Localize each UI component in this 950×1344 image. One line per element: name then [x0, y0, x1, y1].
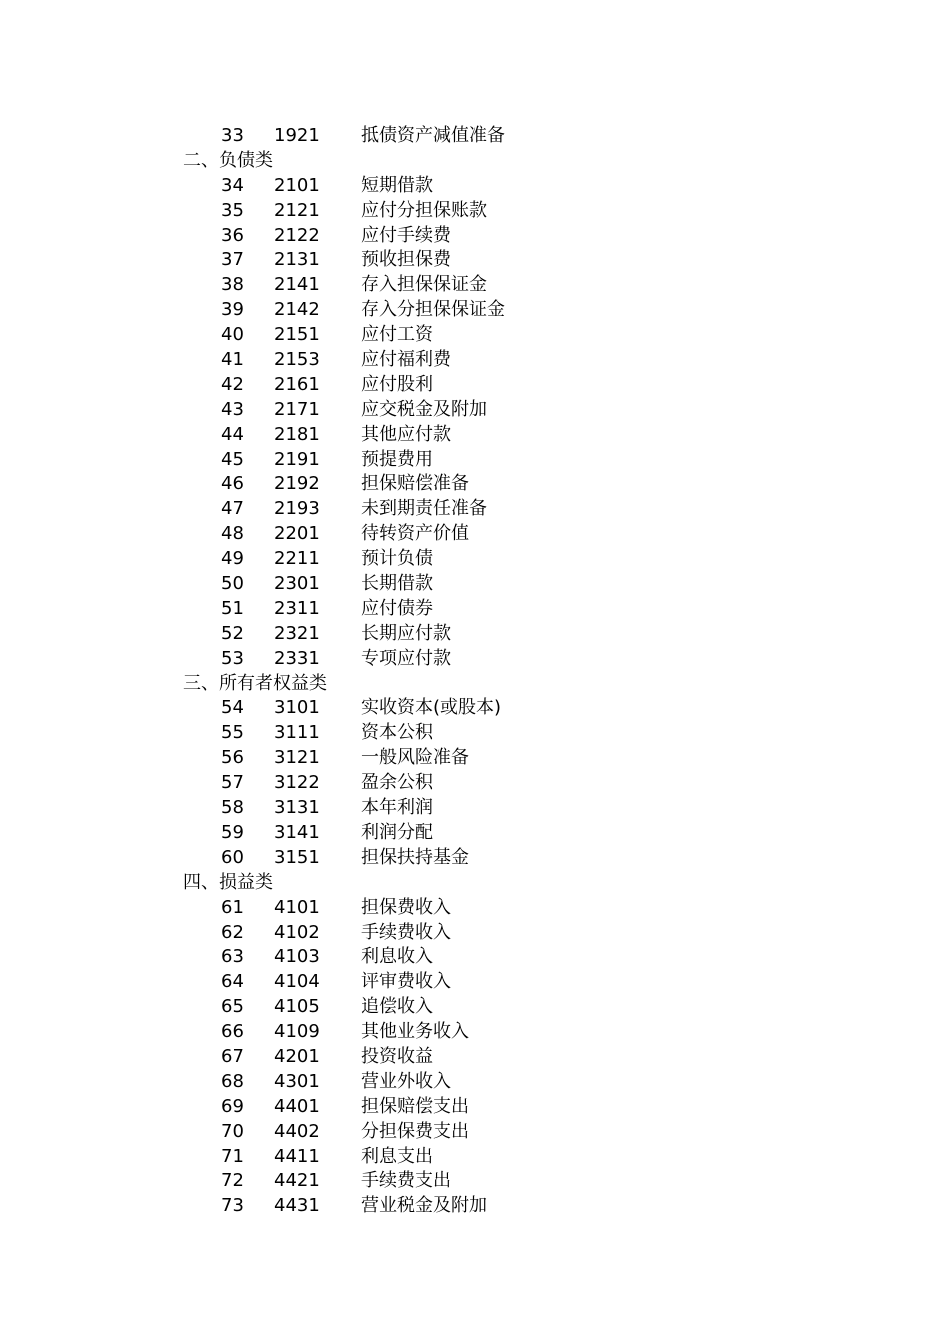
account-name: 评审费收入 — [361, 971, 451, 993]
account-row — [0, 323, 950, 348]
row-seq-number: 39 — [221, 299, 244, 321]
account-name: 手续费支出 — [361, 1170, 451, 1192]
account-code: 2141 — [274, 274, 320, 296]
account-code: 2161 — [274, 373, 320, 395]
account-row — [0, 622, 950, 647]
account-name: 分担保费支出 — [361, 1120, 469, 1142]
account-code: 4401 — [274, 1095, 320, 1117]
row-seq-number: 58 — [221, 797, 244, 819]
row-seq-number: 51 — [221, 597, 244, 619]
row-seq-number: 61 — [221, 896, 244, 918]
row-seq-number: 55 — [221, 722, 244, 744]
row-seq-number: 70 — [221, 1120, 244, 1142]
account-row — [0, 248, 950, 273]
account-name: 担保费收入 — [361, 896, 451, 918]
account-code: 2193 — [274, 498, 320, 520]
account-row — [0, 1120, 950, 1145]
account-row — [0, 1194, 950, 1219]
account-name: 预提费用 — [361, 448, 433, 470]
row-seq-number: 48 — [221, 523, 244, 545]
account-row — [0, 1070, 950, 1095]
account-name: 长期应付款 — [361, 622, 451, 644]
account-code: 3101 — [274, 697, 320, 719]
account-name: 利润分配 — [361, 821, 433, 843]
account-row — [0, 771, 950, 796]
row-seq-number: 40 — [221, 324, 244, 346]
category-heading-row — [0, 871, 950, 896]
account-name: 专项应付款 — [361, 647, 451, 669]
account-row — [0, 921, 950, 946]
account-code: 4421 — [274, 1170, 320, 1192]
row-seq-number: 72 — [221, 1170, 244, 1192]
account-code: 4301 — [274, 1070, 320, 1092]
account-code: 2142 — [274, 299, 320, 321]
account-code: 4411 — [274, 1145, 320, 1167]
account-name: 担保赔偿支出 — [361, 1095, 469, 1117]
account-name: 应交税金及附加 — [361, 398, 487, 420]
row-seq-number: 60 — [221, 846, 244, 868]
account-name: 应付分担保账款 — [361, 199, 487, 221]
account-row — [0, 298, 950, 323]
account-row — [0, 348, 950, 373]
row-seq-number: 52 — [221, 622, 244, 644]
account-row — [0, 1145, 950, 1170]
account-name: 一般风险准备 — [361, 747, 469, 769]
account-code: 4103 — [274, 946, 320, 968]
account-code: 4109 — [274, 1021, 320, 1043]
row-seq-number: 36 — [221, 224, 244, 246]
row-seq-number: 37 — [221, 249, 244, 271]
account-row — [0, 995, 950, 1020]
account-row — [0, 796, 950, 821]
account-code: 2201 — [274, 523, 320, 545]
account-name: 手续费收入 — [361, 921, 451, 943]
account-name: 长期借款 — [361, 573, 433, 595]
account-row — [0, 224, 950, 249]
row-seq-number: 53 — [221, 647, 244, 669]
row-seq-number: 54 — [221, 697, 244, 719]
account-name: 短期借款 — [361, 174, 433, 196]
row-seq-number: 44 — [221, 423, 244, 445]
account-name: 营业税金及附加 — [361, 1195, 487, 1217]
account-row — [0, 896, 950, 921]
account-code-list — [0, 124, 950, 1219]
row-seq-number: 59 — [221, 821, 244, 843]
account-row — [0, 1169, 950, 1194]
row-seq-number: 35 — [221, 199, 244, 221]
account-name: 应付手续费 — [361, 224, 451, 246]
account-row — [0, 846, 950, 871]
category-heading: 三、所有者权益类 — [183, 672, 327, 694]
account-row — [0, 647, 950, 672]
category-heading-row — [0, 672, 950, 697]
row-seq-number: 38 — [221, 274, 244, 296]
account-row — [0, 1020, 950, 1045]
account-code: 4102 — [274, 921, 320, 943]
account-row — [0, 423, 950, 448]
account-row — [0, 522, 950, 547]
account-name: 应付股利 — [361, 373, 433, 395]
account-row — [0, 398, 950, 423]
account-code: 3131 — [274, 797, 320, 819]
account-code: 2311 — [274, 597, 320, 619]
row-seq-number: 49 — [221, 548, 244, 570]
account-code: 4431 — [274, 1195, 320, 1217]
account-name: 投资收益 — [361, 1045, 433, 1067]
account-name: 本年利润 — [361, 797, 433, 819]
account-name: 其他应付款 — [361, 423, 451, 445]
row-seq-number: 33 — [221, 125, 244, 146]
account-code: 2171 — [274, 398, 320, 420]
account-code: 2321 — [274, 622, 320, 644]
account-code: 3141 — [274, 821, 320, 843]
account-name: 实收资本(或股本) — [361, 697, 502, 719]
row-seq-number: 42 — [221, 373, 244, 395]
account-row — [0, 970, 950, 995]
account-name: 待转资产价值 — [361, 523, 469, 545]
account-code: 4201 — [274, 1045, 320, 1067]
account-name: 利息收入 — [361, 946, 433, 968]
row-seq-number: 71 — [221, 1145, 244, 1167]
category-heading-row — [0, 149, 950, 174]
account-row — [0, 572, 950, 597]
account-code: 4104 — [274, 971, 320, 993]
account-row — [0, 1045, 950, 1070]
category-heading: 四、损益类 — [183, 871, 273, 893]
account-row — [0, 547, 950, 572]
row-seq-number: 64 — [221, 971, 244, 993]
account-name: 应付福利费 — [361, 349, 451, 371]
account-row — [0, 472, 950, 497]
account-code: 3111 — [274, 722, 320, 744]
account-row — [0, 124, 950, 149]
row-seq-number: 63 — [221, 946, 244, 968]
account-row — [0, 821, 950, 846]
account-row — [0, 746, 950, 771]
account-code: 2151 — [274, 324, 320, 346]
account-name: 应付工资 — [361, 324, 433, 346]
row-seq-number: 43 — [221, 398, 244, 420]
account-name: 担保扶持基金 — [361, 846, 469, 868]
account-code: 2121 — [274, 199, 320, 221]
row-seq-number: 67 — [221, 1045, 244, 1067]
account-row — [0, 273, 950, 298]
account-name: 预收担保费 — [361, 249, 451, 271]
account-row — [0, 721, 950, 746]
row-seq-number: 50 — [221, 573, 244, 595]
row-seq-number: 66 — [221, 1021, 244, 1043]
account-row — [0, 174, 950, 199]
account-code: 1921 — [274, 125, 320, 146]
account-name: 未到期责任准备 — [361, 498, 487, 520]
row-seq-number: 34 — [221, 174, 244, 196]
account-code: 2191 — [274, 448, 320, 470]
row-seq-number: 62 — [221, 921, 244, 943]
account-code: 3122 — [274, 772, 320, 794]
account-code: 2301 — [274, 573, 320, 595]
account-row — [0, 199, 950, 224]
row-seq-number: 73 — [221, 1195, 244, 1217]
account-name: 资本公积 — [361, 722, 433, 744]
account-row — [0, 1095, 950, 1120]
account-code: 4402 — [274, 1120, 320, 1142]
account-code: 3121 — [274, 747, 320, 769]
account-name: 盈余公积 — [361, 772, 433, 794]
account-code: 2211 — [274, 548, 320, 570]
row-seq-number: 57 — [221, 772, 244, 794]
account-code: 3151 — [274, 846, 320, 868]
account-code: 2101 — [274, 174, 320, 196]
account-name: 预计负债 — [361, 548, 433, 570]
account-code: 2192 — [274, 473, 320, 495]
row-seq-number: 45 — [221, 448, 244, 470]
account-row — [0, 373, 950, 398]
row-seq-number: 68 — [221, 1070, 244, 1092]
account-name: 存入分担保保证金 — [361, 299, 505, 321]
account-code: 2131 — [274, 249, 320, 271]
row-seq-number: 46 — [221, 473, 244, 495]
row-seq-number: 69 — [221, 1095, 244, 1117]
account-name: 利息支出 — [361, 1145, 433, 1167]
account-row — [0, 448, 950, 473]
account-row — [0, 945, 950, 970]
row-seq-number: 41 — [221, 349, 244, 371]
account-name: 其他业务收入 — [361, 1021, 469, 1043]
row-seq-number: 56 — [221, 747, 244, 769]
row-seq-number: 65 — [221, 996, 244, 1018]
account-code: 4101 — [274, 896, 320, 918]
account-name: 存入担保保证金 — [361, 274, 487, 296]
account-name: 抵债资产减值准备 — [361, 125, 505, 146]
account-row — [0, 696, 950, 721]
account-name: 担保赔偿准备 — [361, 473, 469, 495]
account-name: 应付债券 — [361, 597, 433, 619]
category-heading: 二、负债类 — [183, 149, 273, 171]
account-row — [0, 497, 950, 522]
account-name: 追偿收入 — [361, 996, 433, 1018]
account-row — [0, 597, 950, 622]
account-code: 2331 — [274, 647, 320, 669]
account-code: 2153 — [274, 349, 320, 371]
account-code: 4105 — [274, 996, 320, 1018]
account-code: 2122 — [274, 224, 320, 246]
account-name: 营业外收入 — [361, 1070, 451, 1092]
account-code: 2181 — [274, 423, 320, 445]
row-seq-number: 47 — [221, 498, 244, 520]
